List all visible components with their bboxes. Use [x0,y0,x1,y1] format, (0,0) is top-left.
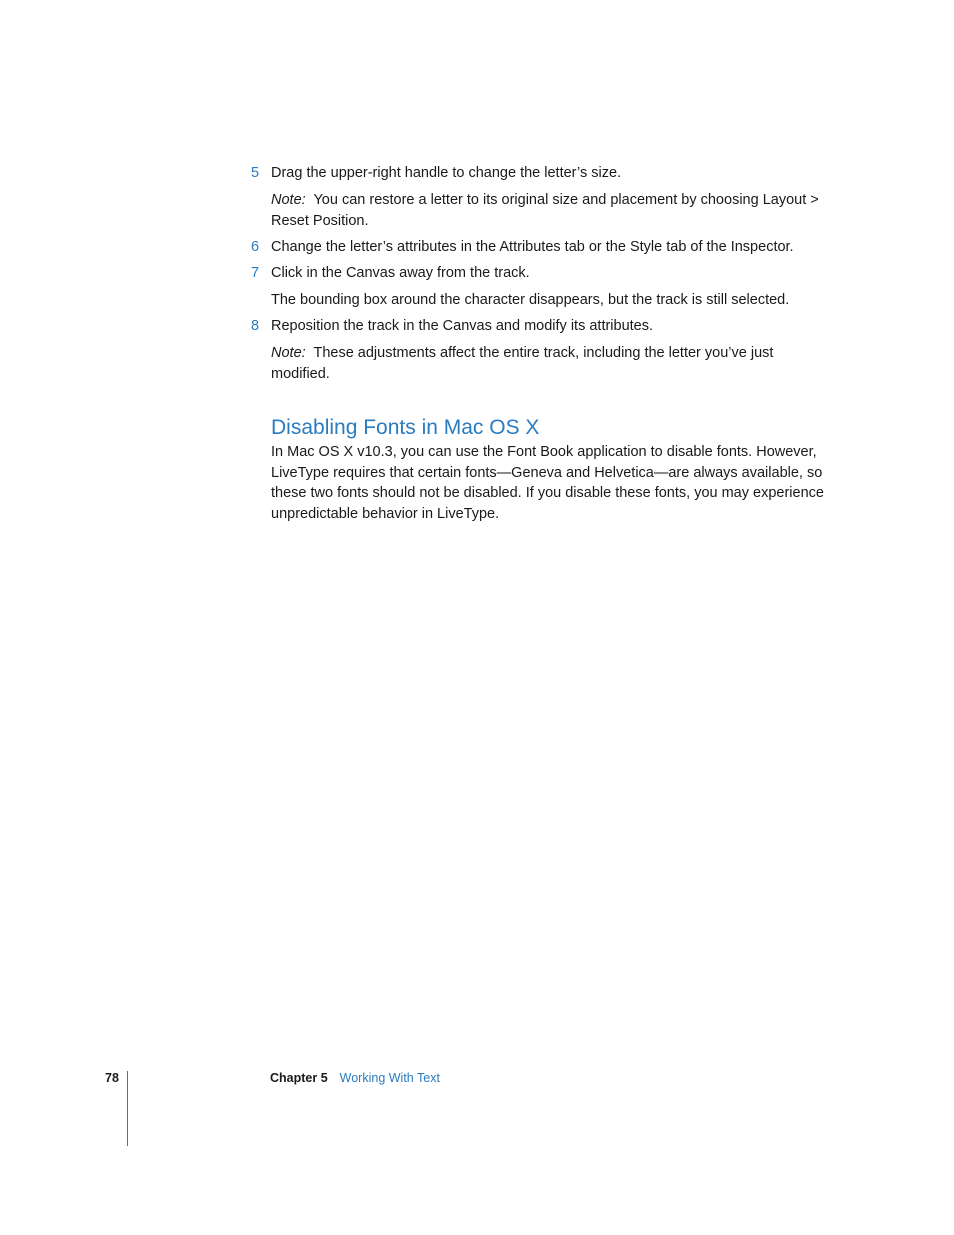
step-text: Reposition the track in the Canvas and modify its attributes. [271,318,654,334]
chapter-label: Chapter 5 [270,1071,328,1085]
step-number: 7 [251,265,260,281]
step-7-result: The bounding box around the character disappears, but the track is still selected. [271,292,790,308]
step-text: Change the letter’s attributes in the Attributes tab or the Style tab of the Inspector. [271,239,794,255]
note-label: Note: [271,345,306,361]
footer-divider [127,1071,128,1146]
note-1 [271,190,831,231]
step-6 [251,237,794,257]
section-body: In Mac OS X v10.3, you can use the Font Book application to disable fonts. However, LiveType requires that certain fonts—Geneva and Helvetica—are always available, so these two fonts should not be disabled. If you disable these fonts, you may experience unpredictable behavior in LiveType. [271,444,824,522]
note-2 [271,343,831,384]
step-number: 6 [251,239,260,255]
note-label: Note: [271,192,306,208]
chapter-title: Working With Text [339,1071,440,1085]
page-number: 78 [105,1071,119,1085]
step-8 [251,316,653,336]
step-text: Drag the upper-right handle to change the letter’s size. [271,165,622,181]
step-number: 8 [251,318,260,334]
step-text: Click in the Canvas away from the track. [271,265,530,281]
step-7 [251,263,530,283]
step-number: 5 [251,165,260,181]
step-5 [251,163,621,183]
section-heading: Disabling Fonts in Mac OS X [271,416,540,439]
note-text: These adjustments affect the entire track, including the letter you’ve just modified. [271,345,774,382]
footer-chapter [270,1071,440,1085]
note-text: You can restore a letter to its original size and placement by choosing Layout > Reset Position. [271,192,819,229]
